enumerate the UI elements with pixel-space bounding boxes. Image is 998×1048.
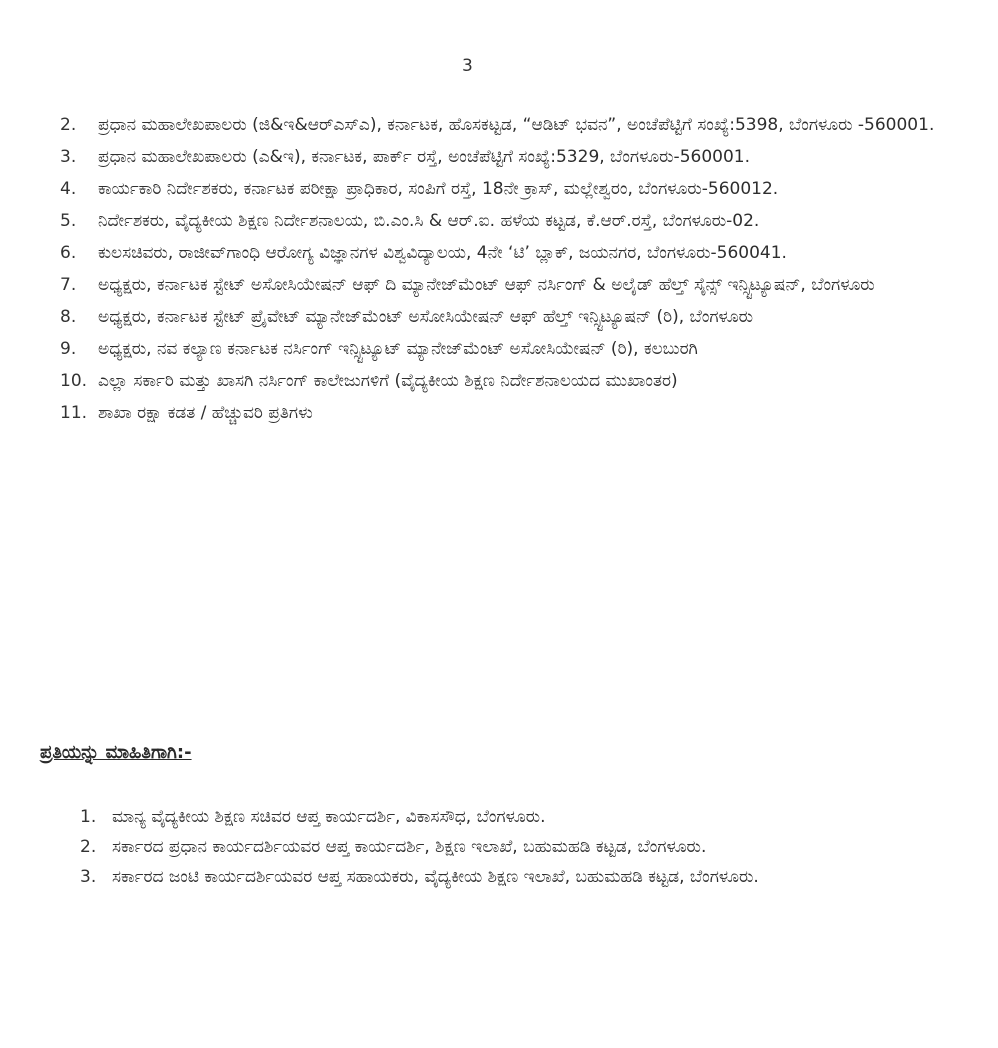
list-item <box>60 368 940 394</box>
list-item <box>60 272 940 298</box>
list-item-text: ಪ್ರಧಾನ ಮಹಾಲೇಖಪಾಲರು (ಜಿ&ಇ&ಆರ್‌ಎಸ್‌ಎ), ಕರ್ನಾಟಕ, ಹೊಸಕಟ್ಟಡ, “ಆಡಿಟ್ ಭವನ”, ಅಂಚೆಪೆಟ್ಟಿಗೆ ಸಂಖ್ಯೆ:5398, ಬೆಂಗಳೂರು -560001. <box>98 115 935 135</box>
list-item-text: ಅಧ್ಯಕ್ಷರು, ಕರ್ನಾಟಕ ಸ್ಟೇಟ್ ಅಸೋಸಿಯೇಷನ್ ಆಫ್ ದಿ ಮ್ಯಾನೇಜ್‌ಮೆಂಟ್ ಆಫ್ ನರ್ಸಿಂಗ್ & ಅಲೈಡ್ ಹೆಲ್ತ್ ಸೈನ್ಸ್ ಇನ್ಸ್ಟಿಟ್ಯೂಷನ್, ಬೆಂಗಳೂರು <box>98 275 875 295</box>
list-item-text: ಅಧ್ಯಕ್ಷರು, ಕರ್ನಾಟಕ ಸ್ಟೇಟ್ ಪ್ರೈವೇಟ್ ಮ್ಯಾನೇಜ್‌ಮೆಂಟ್ ಅಸೋಸಿಯೇಷನ್ ಆಫ್ ಹೆಲ್ತ್ ಇನ್ಸ್ಟಿಟ್ಯೂಷನ್ (ರಿ), ಬೆಂಗಳೂರು <box>98 307 754 327</box>
list-item <box>80 834 944 860</box>
list-item-number: 11. <box>60 403 88 423</box>
list-item-number: 5. <box>60 211 77 231</box>
list-item <box>60 336 940 362</box>
info-list <box>80 804 944 894</box>
list-item-number: 2. <box>60 115 77 135</box>
list-item-text: ಕಾರ್ಯಕಾರಿ ನಿರ್ದೇಶಕರು, ಕರ್ನಾಟಕ ಪರೀಕ್ಷಾ ಪ್ರಾಧಿಕಾರ, ಸಂಪಿಗೆ ರಸ್ತೆ, 18ನೇ ಕ್ರಾಸ್, ಮಲ್ಲೇಶ್ವರಂ, ಬೆಂಗಳೂರು-560012. <box>98 179 779 199</box>
list-item-text: ನಿರ್ದೇಶಕರು, ವೈದ್ಯಕೀಯ ಶಿಕ್ಷಣ ನಿರ್ದೇಶನಾಲಯ, ಬಿ.ಎಂ.ಸಿ & ಆರ್.ಐ. ಹಳೆಯ ಕಟ್ಟಡ, ಕೆ.ಆರ್.ರಸ್ತೆ, ಬೆಂಗಳೂರು-02. <box>98 211 760 231</box>
list-item <box>60 144 940 170</box>
list-item-number: 3. <box>60 147 77 167</box>
list-item-number: 8. <box>60 307 77 327</box>
list-item <box>60 176 940 202</box>
list-item-number: 1. <box>80 807 97 827</box>
list-item <box>60 240 940 266</box>
list-item-text: ಪ್ರಧಾನ ಮಹಾಲೇಖಪಾಲರು (ಎ&ಇ), ಕರ್ನಾಟಕ, ಪಾರ್ಕ್ ರಸ್ತೆ, ಅಂಚೆಪೆಟ್ಟಿಗೆ ಸಂಖ್ಯೆ:5329, ಬೆಂಗಳೂರು-560001. <box>98 147 750 167</box>
recipient-list <box>60 112 940 432</box>
list-item <box>60 112 940 138</box>
list-item-number: 4. <box>60 179 77 199</box>
list-item-text: ಎಲ್ಲಾ ಸರ್ಕಾರಿ ಮತ್ತು ಖಾಸಗಿ ನರ್ಸಿಂಗ್ ಕಾಲೇಜುಗಳಿಗೆ (ವೈದ್ಯಕೀಯ ಶಿಕ್ಷಣ ನಿರ್ದೇಶನಾಲಯದ ಮುಖಾಂತರ) <box>98 371 678 391</box>
list-item-text: ಮಾನ್ಯ ವೈದ್ಯಕೀಯ ಶಿಕ್ಷಣ ಸಚಿವರ ಆಪ್ತ ಕಾರ್ಯದರ್ಶಿ, ವಿಕಾಸಸೌಧ, ಬೆಂಗಳೂರು. <box>112 807 546 827</box>
page-number: 3 <box>462 56 473 76</box>
list-item-text: ಸರ್ಕಾರದ ಜಂಟಿ ಕಾರ್ಯದರ್ಶಿಯವರ ಆಪ್ತ ಸಹಾಯಕರು, ವೈದ್ಯಕೀಯ ಶಿಕ್ಷಣ ಇಲಾಖೆ, ಬಹುಮಹಡಿ ಕಟ್ಟಡ, ಬೆಂಗಳೂರು. <box>112 867 759 887</box>
list-item-text: ಸರ್ಕಾರದ ಪ್ರಧಾನ ಕಾರ್ಯದರ್ಶಿಯವರ ಆಪ್ತ ಕಾರ್ಯದರ್ಶಿ, ಶಿಕ್ಷಣ ಇಲಾಖೆ, ಬಹುಮಹಡಿ ಕಟ್ಟಡ, ಬೆಂಗಳೂರು. <box>112 837 707 857</box>
list-item-text: ಅಧ್ಯಕ್ಷರು, ನವ ಕಲ್ಯಾಣ ಕರ್ನಾಟಕ ನರ್ಸಿಂಗ್ ಇನ್ಸ್ಟಿಟ್ಯೂಟ್ ಮ್ಯಾನೇಜ್‌ಮೆಂಟ್ ಅಸೋಸಿಯೇಷನ್ (ರಿ), ಕಲಬುರಗಿ <box>98 339 698 359</box>
list-item-number: 9. <box>60 339 77 359</box>
list-item <box>60 304 940 330</box>
list-item <box>60 400 940 426</box>
list-item <box>80 864 944 890</box>
list-item-number: 3. <box>80 867 97 887</box>
list-item <box>60 208 940 234</box>
list-item <box>80 804 944 830</box>
list-item-number: 7. <box>60 275 77 295</box>
list-item-number: 2. <box>80 837 97 857</box>
list-item-text: ಕುಲಸಚಿವರು, ರಾಜೀವ್‌ಗಾಂಧಿ ಆರೋಗ್ಯ ವಿಜ್ಞಾನಗಳ ವಿಶ್ವವಿದ್ಯಾಲಯ, 4ನೇ ‘ಟಿ’ ಬ್ಲಾಕ್, ಜಯನಗರ, ಬೆಂಗಳೂರು-560041. <box>98 243 787 263</box>
list-item-number: 6. <box>60 243 77 263</box>
info-section-heading: ಪ್ರತಿಯನ್ನು ಮಾಹಿತಿಗಾಗಿ:- <box>40 742 192 763</box>
list-item-number: 10. <box>60 371 88 391</box>
list-item-text: ಶಾಖಾ ರಕ್ಷಾ ಕಡತ / ಹೆಚ್ಚುವರಿ ಪ್ರತಿಗಳು <box>98 403 313 423</box>
